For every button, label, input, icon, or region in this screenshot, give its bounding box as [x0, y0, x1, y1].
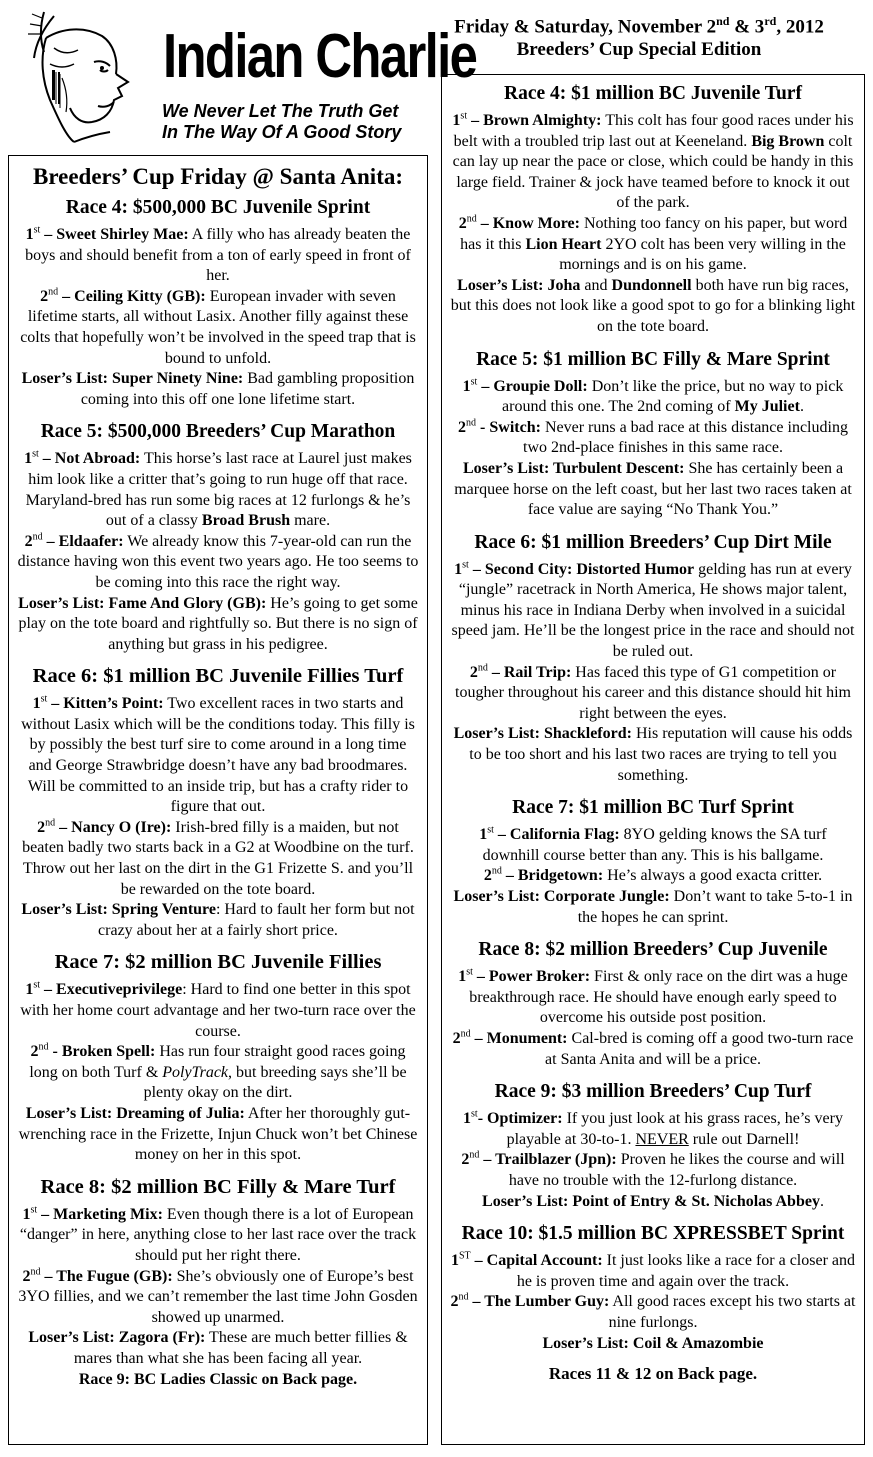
pick-paragraph: 2nd – Monument: Cal-bred is coming off a good two-turn race at Santa Anita and will be a price.: [452, 1028, 854, 1068]
pick-paragraph: 2nd – Rail Trip: Has faced this type of G1 competition or tougher throughout his career and this distance should hit him right between the eyes.: [455, 662, 851, 722]
masthead-tagline: [162, 101, 401, 143]
race-title: Race 7: $2 million BC Juvenile Fillies: [54, 951, 382, 974]
race-title: Race 9: $3 million Breeders’ Cup Turf: [494, 1081, 812, 1103]
pick-paragraph: 1st- Optimizer: If you just look at his grass races, he’s very playable at 30-to-1. NEVER rule out Darnell!: [463, 1108, 843, 1148]
race-title: Race 10: $1.5 million BC XPRESSBET Sprint: [461, 1223, 845, 1245]
race-title: Race 8: $2 million BC Filly & Mare Turf: [40, 1175, 396, 1198]
race-title: Race 4: $500,000 BC Juvenile Sprint: [65, 197, 371, 218]
pick-paragraph: 1ST – Capital Account: It just looks like a race for a closer and he is proven time and again over the track.: [450, 1250, 856, 1290]
masthead-title: Indian Charlie: [163, 22, 477, 91]
pick-paragraph: 2nd - Broken Spell: Has run four straight good races going long on both Turf & PolyTrack, but breeding says she’ll be plenty okay on the dirt.: [29, 1041, 407, 1102]
pick-paragraph: 1st – Not Abroad: This horse’s last race at Laurel just makes him look like a critter that’s going to run huge off that race. Maryland-bred has run some big races at 12 furlongs & he’s out of a classy Broad Brush mare.: [24, 449, 412, 530]
left-race-list: [17, 195, 419, 1390]
pick-paragraph: 1st – Second City: Distorted Humor gelding has run at every “jungle” racetrack in North America, He shows major talent, minus his race in Indiana Derby when involved in a suicidal speed jam. He’ll be the longest price in the race and should not be ruled out.: [451, 559, 855, 661]
pick-paragraph: 1st – Kitten’s Point: Two excellent races in two starts and without Lasix which will be the conditions today. This filly is by possibly the best turf sire to come around in a long time and George Strawbridge doesn’t have any bad broodmares. Will be committed to an inside trip, but has a crafty rider to figure that out.: [21, 693, 415, 816]
race-title: Race 4: $1 million BC Juvenile Turf: [504, 83, 802, 104]
pick-paragraph: 2nd – The Lumber Guy: All good races except his two starts at nine furlongs.: [450, 1291, 856, 1331]
pick-paragraph: Loser’s List: Shackleford: His reputation will cause his odds to be too short and his last two races are trying to tell you something.: [453, 725, 853, 784]
pick-paragraph: 2nd – Eldaafer: We already know this 7-year-old can run the distance having won this event two years ago. He too seems to be coming into this race the right way.: [17, 531, 419, 591]
race-block: [450, 1221, 856, 1354]
pick-paragraph: Loser’s List: Zagora (Fr): These are much better fillies & mares than what she has been facing all year.: [28, 1329, 408, 1367]
issue-date: Friday & Saturday, November 2nd & 3rd, 2012: [454, 14, 824, 38]
race-block: [450, 795, 856, 928]
race-block: [450, 347, 856, 521]
friday-races-column: [8, 155, 428, 1445]
pick-paragraph: Loser’s List: Super Ninety Nine: Bad gambling proposition coming into this off one lone lifetime start.: [21, 370, 415, 408]
issue-dateline: [430, 10, 848, 61]
pick-paragraph: 1st – Sweet Shirley Mae: A filly who has already beaten the boys and should benefit from a ton of early speed in front of her.: [25, 224, 411, 285]
pick-paragraph: 2nd – Nancy O (Ire): Irish-bred filly is a maiden, but not beaten badly two starts back in a G2 at Woodbine on the turf. Throw out her last on the dirt in the G1 Frizette S. and you’ll be rewarded on the tote board.: [22, 817, 414, 898]
pick-paragraph: 2nd – Know More: Nothing too fancy on his paper, but word has it this Lion Heart 2YO colt has been very willing in the mornings and is on his game.: [458, 213, 848, 274]
pick-paragraph: 2nd – Bridgetown: He’s always a good exacta critter.: [483, 866, 823, 885]
pick-paragraph: 2nd - Switch: Never runs a bad race at this distance including two 2nd-place finishes in this same race.: [458, 417, 848, 457]
column-heading: Breeders’ Cup Friday @ Santa Anita:: [32, 164, 404, 189]
pick-paragraph: Loser’s List: Spring Venture: Hard to fault her form but not crazy about her at a fairly short price.: [21, 901, 415, 939]
pick-paragraph: 1st – Brown Almighty: This colt has four good races under his belt with a troubled trip last out at Keeneland. Big Brown colt can lay up near the pace or close, which could be handy in this large field. Trainer & jock have teamed before to knock it out of the park.: [452, 110, 854, 212]
race-title: Race 6: $1 million Breeders’ Cup Dirt Mile: [474, 531, 832, 553]
back-page-note: Races 11 & 12 on Back page.: [548, 1364, 758, 1384]
race-title: Race 7: $1 million BC Turf Sprint: [512, 797, 794, 819]
race-block: [17, 419, 419, 655]
race-block: [450, 81, 856, 338]
race-block: [450, 1079, 856, 1212]
race-block: [450, 937, 856, 1070]
race-title: Race 5: $500,000 Breeders’ Cup Marathon: [40, 421, 396, 443]
pick-paragraph: 1st – Groupie Doll: Don’t like the price, but no way to pick around this one. The 2nd coming of My Juliet.: [462, 376, 844, 416]
pick-paragraph: Loser’s List: Turbulent Descent: She has certainly been a marquee horse on the left coast, but her last two races taken at face value are saying “No Thank You.”: [454, 459, 852, 519]
tagline-line-1: We Never Let The Truth Get: [162, 101, 399, 121]
pick-paragraph: 1st – Executiveprivilege: Hard to find one better in this spot with her home court advantage and her two-turn race over the course.: [20, 980, 416, 1040]
pick-paragraph: Loser’s List: Corporate Jungle: Don’t want to take 5-to-1 in the hopes he can sprint.: [453, 888, 853, 926]
pick-paragraph: 1st – California Flag: 8YO gelding knows the SA turf downhill course better than any. This is his ballgame.: [479, 824, 827, 864]
race-block: [17, 1175, 419, 1390]
pick-paragraph: Loser’s List: Coil & Amazombie: [542, 1334, 764, 1352]
pick-paragraph: 1st – Power Broker: First & only race on the dirt was a huge breakthrough race. He should have enough early speed to overcome his outside post position.: [458, 966, 848, 1027]
race-block: [17, 950, 419, 1165]
race-title: Race 5: $1 million BC Filly & Mare Sprint: [476, 348, 830, 370]
pick-paragraph: Loser’s List: Point of Entry & St. Nicholas Abbey.: [482, 1192, 824, 1210]
indian-head-logo-icon: [14, 8, 156, 146]
race-title: Race 6: $1 million BC Juvenile Fillies Turf: [32, 665, 404, 688]
right-races-column: [441, 74, 865, 1445]
pick-paragraph: Loser’s List: Fame And Glory (GB): He’s going to get some play on the tote board and rightfully so. But there is no sign of anything but grass in his pedigree.: [18, 594, 418, 653]
pick-paragraph: 2nd – Ceiling Kitty (GB): European invader with seven lifetime starts, all without Lasix. Another filly against these colts that hopefully won’t be involved in the speed trap that is bound to unfold.: [20, 286, 416, 367]
pick-paragraph: Loser’s List: Dreaming of Julia: After her thoroughly gut-wrenching race in the Frizette, Injun Chuck won’t bet Chinese money on her in this spot.: [18, 1104, 418, 1164]
race-block: [450, 530, 856, 787]
pick-paragraph: Loser’s List: Joha and Dundonnell both have run big races, but this does not look like a good spot to go for a blinking light on the tote board.: [450, 276, 856, 335]
tagline-line-2: In The Way Of A Good Story: [162, 122, 402, 142]
pick-paragraph: 1st – Marketing Mix: Even though there is a lot of European “danger” in here, anything close to her last race over the track should put her right there.: [19, 1204, 417, 1264]
pick-paragraph: Race 9: BC Ladies Classic on Back page.: [78, 1370, 358, 1388]
race-title: Race 8: $2 million Breeders’ Cup Juvenile: [478, 939, 828, 961]
race-block: [17, 664, 419, 941]
edition-label: Breeders’ Cup Special Edition: [516, 39, 762, 61]
pick-paragraph: 2nd – Trailblazer (Jpn): Proven he likes the course and will have no trouble with the 12-furlong distance.: [461, 1150, 845, 1189]
race-block: [17, 195, 419, 410]
pick-paragraph: 2nd – The Fugue (GB): She’s obviously one of Europe’s best 3YO fillies, and we can’t remember the last time John Gosden showed up unarmed.: [18, 1266, 418, 1326]
right-race-list: [450, 81, 856, 1354]
